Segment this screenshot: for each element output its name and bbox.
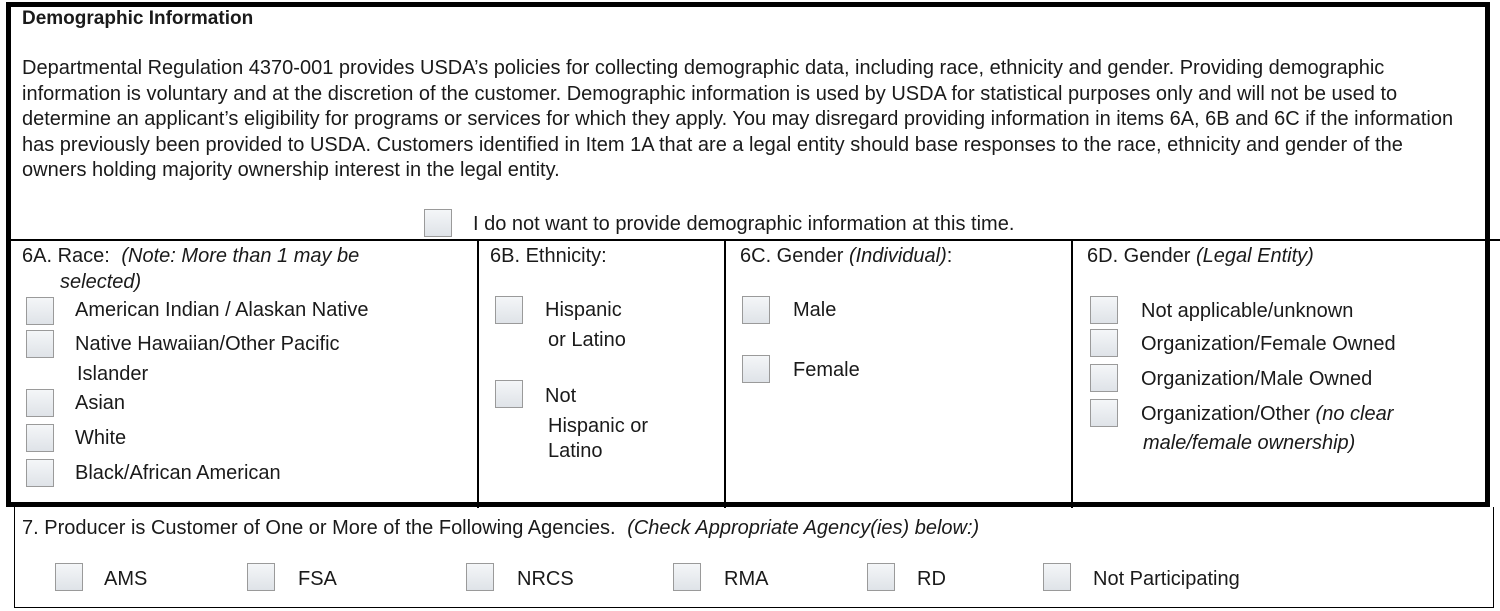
race-aian-checkbox[interactable]: [26, 297, 54, 325]
entity-other-note: (no clear: [1315, 403, 1394, 425]
column-divider-race: [477, 240, 479, 508]
agency-ams-checkbox[interactable]: [55, 563, 83, 591]
ethnicity-not-hispanic-label-cont2: Latino: [548, 440, 603, 462]
entity-other-label: Organization/Other: [1141, 403, 1310, 425]
race-nhopi-label-cont: Islander: [77, 363, 149, 385]
entity-other-heading: [1141, 402, 1393, 426]
agency-nrcs-checkbox[interactable]: [466, 563, 494, 591]
ethnicity-not-hispanic-checkbox[interactable]: [495, 380, 523, 408]
ethnicity-not-hispanic-label: Not: [545, 385, 577, 407]
race-white-label: White: [75, 427, 127, 449]
entity-male-owned-checkbox[interactable]: [1090, 364, 1118, 392]
agency-rd-label: RD: [917, 568, 946, 590]
entity-male-owned-label: Organization/Male Owned: [1141, 368, 1373, 390]
race-black-label: Black/African American: [75, 462, 281, 484]
entity-female-owned-checkbox[interactable]: [1090, 329, 1118, 357]
section-title: Demographic Information: [22, 8, 254, 29]
agencies-note: (Check Appropriate Agency(ies) below:): [627, 517, 980, 539]
ethnicity-hispanic-label: Hispanic: [545, 299, 622, 321]
race-note-cont: selected): [60, 271, 142, 293]
agency-none-label: Not Participating: [1093, 568, 1240, 590]
optout-label: I do not want to provide demographic information at this time.: [473, 213, 1015, 235]
race-black-checkbox[interactable]: [26, 459, 54, 487]
gender-individual-label: 6C. Gender: [740, 245, 844, 267]
agency-rma-checkbox[interactable]: [673, 563, 701, 591]
entity-other-checkbox[interactable]: [1090, 399, 1118, 427]
entity-female-owned-label: Organization/Female Owned: [1141, 333, 1396, 355]
gender-male-checkbox[interactable]: [742, 296, 770, 324]
race-white-checkbox[interactable]: [26, 424, 54, 452]
agency-nrcs-label: NRCS: [517, 568, 574, 590]
agency-rd-checkbox[interactable]: [867, 563, 895, 591]
column-divider-ethnicity: [724, 240, 726, 508]
race-asian-label: Asian: [75, 392, 126, 414]
agency-ams-label: AMS: [104, 568, 148, 590]
optout-checkbox[interactable]: [424, 209, 452, 237]
agencies-heading: [22, 516, 979, 540]
entity-na-label: Not applicable/unknown: [1141, 300, 1354, 322]
gender-entity-label-italic: (Legal Entity): [1195, 245, 1314, 267]
ethnicity-hispanic-checkbox[interactable]: [495, 296, 523, 324]
gender-individual-label-suffix: :: [946, 245, 953, 267]
gender-entity-heading: [1087, 244, 1314, 268]
column-divider-gender: [1071, 240, 1073, 508]
gender-individual-heading: [740, 244, 952, 268]
agencies-label: 7. Producer is Customer of One or More of the Following Agencies.: [22, 517, 616, 539]
section-divider: [6, 239, 1500, 241]
gender-male-label: Male: [793, 299, 837, 321]
race-aian-label: American Indian / Alaskan Native: [75, 299, 369, 321]
gender-entity-label: 6D. Gender: [1087, 245, 1191, 267]
race-asian-checkbox[interactable]: [26, 389, 54, 417]
race-nhopi-label: Native Hawaiian/Other Pacific: [75, 333, 340, 355]
gender-individual-label-italic: (Individual): [848, 245, 947, 267]
ethnicity-not-hispanic-label-cont1: Hispanic or: [548, 415, 649, 437]
ethnicity-hispanic-label-cont: or Latino: [548, 329, 626, 351]
agency-fsa-checkbox[interactable]: [247, 563, 275, 591]
race-heading: [22, 244, 359, 268]
ethnicity-label: 6B. Ethnicity:: [490, 245, 607, 267]
race-nhopi-checkbox[interactable]: [26, 330, 54, 358]
agency-rma-label: RMA: [724, 568, 769, 590]
intro-paragraph: Departmental Regulation 4370-001 provides USDA’s policies for collecting demographic data, including race, ethnicity and gender. Providing demographic information is voluntary and at the discretion of the customer. Demographic information is used by USDA for statistical purposes only and will not be used to determine an applicant’s eligibility for programs or services for which they apply. You may disregard providing information in items 6A, 6B and 6C if the information has previously been provided to USDA. Customers identified in Item 1A that are a legal entity should base responses to the race, ethnicity and gender of the owners holding majority ownership interest in the legal entity.: [22, 57, 1454, 181]
gender-female-label: Female: [793, 359, 860, 381]
gender-female-checkbox[interactable]: [742, 355, 770, 383]
entity-na-checkbox[interactable]: [1090, 296, 1118, 324]
race-label: 6A. Race:: [22, 245, 110, 267]
agency-none-checkbox[interactable]: [1043, 563, 1071, 591]
entity-other-note-cont: male/female ownership): [1143, 432, 1356, 454]
agency-fsa-label: FSA: [298, 568, 337, 590]
race-note: (Note: More than 1 may be: [121, 245, 360, 267]
